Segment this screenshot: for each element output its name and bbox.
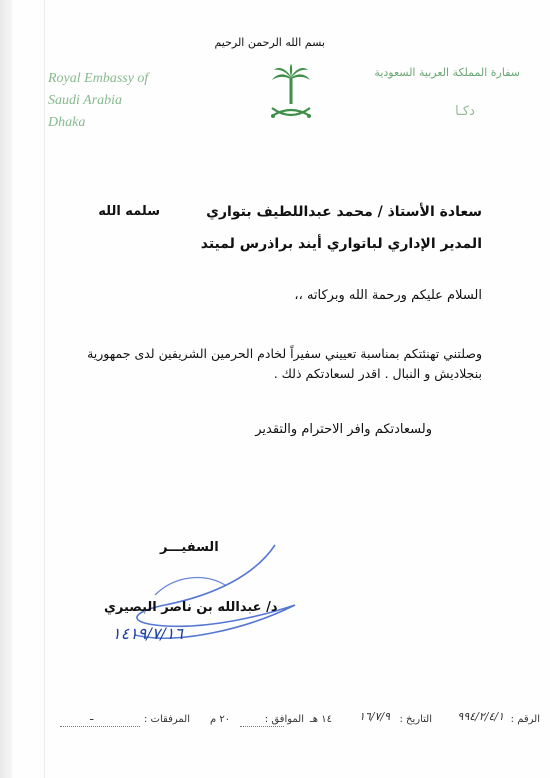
city-arabic: دكـا xyxy=(455,104,475,119)
gregorian-suffix: ٢٠ م xyxy=(210,714,231,725)
margin-line xyxy=(44,0,45,778)
embassy-en-line: Royal Embassy of xyxy=(48,71,149,86)
recipient-title: المدير الإداري لباتواري أيند براذرس لميتد xyxy=(200,236,482,252)
attachments-label: المرفقات : xyxy=(144,714,190,725)
embassy-en-line: Saudi Arabia xyxy=(48,93,123,108)
scan-edge xyxy=(0,0,12,778)
date-label: التاريخ : xyxy=(399,714,432,725)
recipient-honorific: سلمه الله xyxy=(98,204,160,219)
body-paragraph-line: بنجلاديش و النبال . اقدر لسعادتكم ذلك . xyxy=(273,366,482,381)
embassy-en-line: Dhaka xyxy=(48,115,86,130)
basmala-header: بسم الله الرحمن الرحيم xyxy=(214,36,325,49)
closing-line: ولسعادتكم وافر الاحترام والتقدير xyxy=(255,422,432,437)
ref-label: الرقم : xyxy=(510,714,540,725)
hijri-suffix: ١٤ هـ xyxy=(309,714,332,725)
greeting: السلام عليكم ورحمة الله وبركاته ،، xyxy=(294,288,482,303)
body-paragraph-line: وصلتني تهنئتكم بمناسبة تعييني سفيراً لخادم الحرمين الشريفين لدى جمهورية xyxy=(87,346,482,361)
handwritten-date: ١٤١٩/٧/١٦ xyxy=(112,624,183,643)
signer-name: د/ عبدالله بن ناصر البصيري xyxy=(104,600,278,615)
ref-value: ٩٩٤/٢/٤/١ xyxy=(457,710,504,723)
corresponding-label: الموافق : xyxy=(264,714,304,725)
embassy-name-arabic: سفارة المملكة العربية السعودية xyxy=(374,66,520,79)
recipient-name: سعادة الأستاذ / محمد عبداللطيف بتواري xyxy=(206,204,482,220)
reference-footer xyxy=(60,710,540,734)
attachments-value: ـ xyxy=(90,710,94,723)
saudi-emblem-icon xyxy=(268,64,314,124)
embassy-name-english xyxy=(48,68,148,134)
date-value: ١٦/٧/٩ xyxy=(358,710,390,723)
attachments-blank xyxy=(60,726,140,727)
signer-title: السفيـــر xyxy=(160,540,219,555)
corresponding-blank xyxy=(240,726,284,727)
